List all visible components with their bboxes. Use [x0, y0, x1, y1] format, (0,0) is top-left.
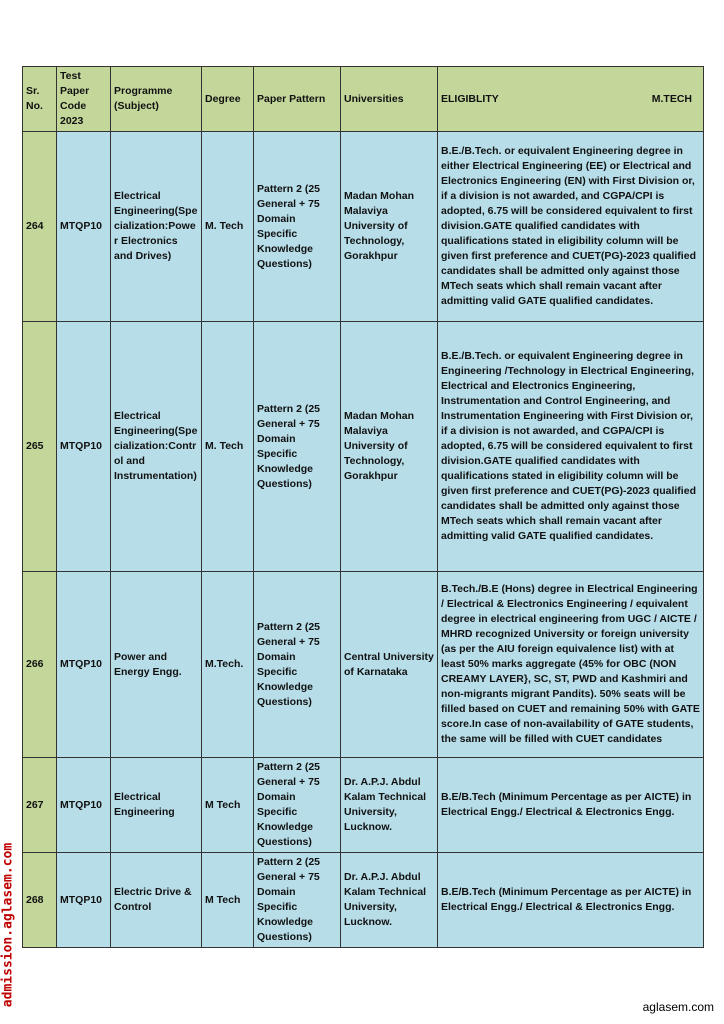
paper-pattern-cell: Pattern 2 (25 General + 75 Domain Specific Knowledge Questions)	[254, 758, 341, 853]
eligibility-cell: B.E./B.Tech. or equivalent Engineering degree in either Electrical Engineering (EE) or Electrical and Electronics Engineering (EN) with First Division or, if a division is not awarded, and CGPA/CPI is adopted, 6.75 will be considered equivalent to first division.GATE qualified candidates with qualifications stated in eligibility column will be given first preference and CUET(PG)-2023 qualified candidates shall be admitted only against those MTech seats which shall remain vacant after admitting valid GATE qualified candidates.	[438, 132, 704, 322]
paper-code-cell: MTQP10	[57, 758, 111, 853]
eligibility-cell: B.Tech./B.E (Hons) degree in Electrical Engineering / Electrical & Electronics Engineering / equivalent degree in electrical engineering from UGC / AICTE / MHRD recognized University or foreign university (as per the AIU foreign equivalence list) with at least 50% marks aggregate (45% for OBC (NON CREAMY LAYER}, SC, ST, PWD and Kashmiri and non-migrants migrant Pandits). 50% seats will be filled based on CUET and remaining 50% with GATE score.In case of non-availability of GATE students, the same will be filled with CUET candidates	[438, 572, 704, 758]
eligibility-cell: B.E/B.Tech (Minimum Percentage as per AICTE) in Electrical Engg./ Electrical & Electronics Engg.	[438, 853, 704, 948]
paper-code-cell: MTQP10	[57, 322, 111, 572]
programme-cell: Power and Energy Engg.	[111, 572, 202, 758]
table-row	[23, 132, 704, 322]
degree-cell: M. Tech	[202, 132, 254, 322]
table-row	[23, 322, 704, 572]
footer-site-name: aglasem.com	[642, 1000, 714, 1014]
header-universities: Universities	[341, 67, 438, 132]
table-header-row	[23, 67, 704, 132]
course-label: M.TECH	[651, 92, 692, 105]
header-paper-pattern: Paper Pattern	[254, 67, 341, 132]
degree-cell: M. Tech	[202, 322, 254, 572]
programme-cell: Electric Drive & Control	[111, 853, 202, 948]
university-cell: Madan Mohan Malaviya University of Technology, Gorakhpur	[341, 322, 438, 572]
header-test-paper-code: Test Paper Code 2023	[57, 67, 111, 132]
eligibility-table	[22, 66, 704, 948]
degree-cell: M Tech	[202, 758, 254, 853]
sr-no-cell: 266	[23, 572, 57, 758]
sr-no-cell: 268	[23, 853, 57, 948]
sr-no-cell: 264	[23, 132, 57, 322]
eligibility-cell: B.E/B.Tech (Minimum Percentage as per AICTE) in Electrical Engg./ Electrical & Electronics Engg.	[438, 758, 704, 853]
paper-code-cell: MTQP10	[57, 853, 111, 948]
paper-code-cell: MTQP10	[57, 572, 111, 758]
university-cell: Central University of Karnataka	[341, 572, 438, 758]
university-cell: Dr. A.P.J. Abdul Kalam Technical University, Lucknow.	[341, 853, 438, 948]
university-cell: Madan Mohan Malaviya University of Technology, Gorakhpur	[341, 132, 438, 322]
header-sr-no: Sr. No.	[23, 67, 57, 132]
degree-cell: M.Tech.	[202, 572, 254, 758]
watermark	[0, 830, 16, 1020]
paper-pattern-cell: Pattern 2 (25 General + 75 Domain Specific Knowledge Questions)	[254, 132, 341, 322]
watermark-text: admission.aglasem.com	[0, 842, 16, 1008]
header-degree: Degree	[202, 67, 254, 132]
programme-cell: Electrical Engineering(Specialization:Control and Instrumentation)	[111, 322, 202, 572]
programme-cell: Electrical Engineering(Specialization:Power Electronics and Drives)	[111, 132, 202, 322]
eligibility-cell: B.E./B.Tech. or equivalent Engineering degree in Engineering /Technology in Electrical Engineering, Electrical and Electronics Engineering, Instrumentation and Control Engineering, and Instrumentation Engineering with First Division or, if a division is not awarded, and CGPA/CPI is adopted, 6.75 will be considered equivalent to first division.GATE qualified candidates with qualifications stated in eligibility column will be given first preference and CUET(PG)-2023 qualified candidates shall be admitted only against those MTech seats which shall remain vacant after admitting valid GATE qualified candidates.	[438, 322, 704, 572]
paper-pattern-cell: Pattern 2 (25 General + 75 Domain Specific Knowledge Questions)	[254, 853, 341, 948]
programme-cell: Electrical Engineering	[111, 758, 202, 853]
degree-cell: M Tech	[202, 853, 254, 948]
table-row	[23, 853, 704, 948]
eligibility-label: ELIGIBLITY	[441, 92, 499, 105]
university-cell: Dr. A.P.J. Abdul Kalam Technical University, Lucknow.	[341, 758, 438, 853]
paper-code-cell: MTQP10	[57, 132, 111, 322]
paper-pattern-cell: Pattern 2 (25 General + 75 Domain Specific Knowledge Questions)	[254, 572, 341, 758]
table-row	[23, 572, 704, 758]
header-eligibility	[438, 67, 704, 132]
header-programme: Programme (Subject)	[111, 67, 202, 132]
sr-no-cell: 265	[23, 322, 57, 572]
table-row	[23, 758, 704, 853]
sr-no-cell: 267	[23, 758, 57, 853]
paper-pattern-cell: Pattern 2 (25 General + 75 Domain Specific Knowledge Questions)	[254, 322, 341, 572]
